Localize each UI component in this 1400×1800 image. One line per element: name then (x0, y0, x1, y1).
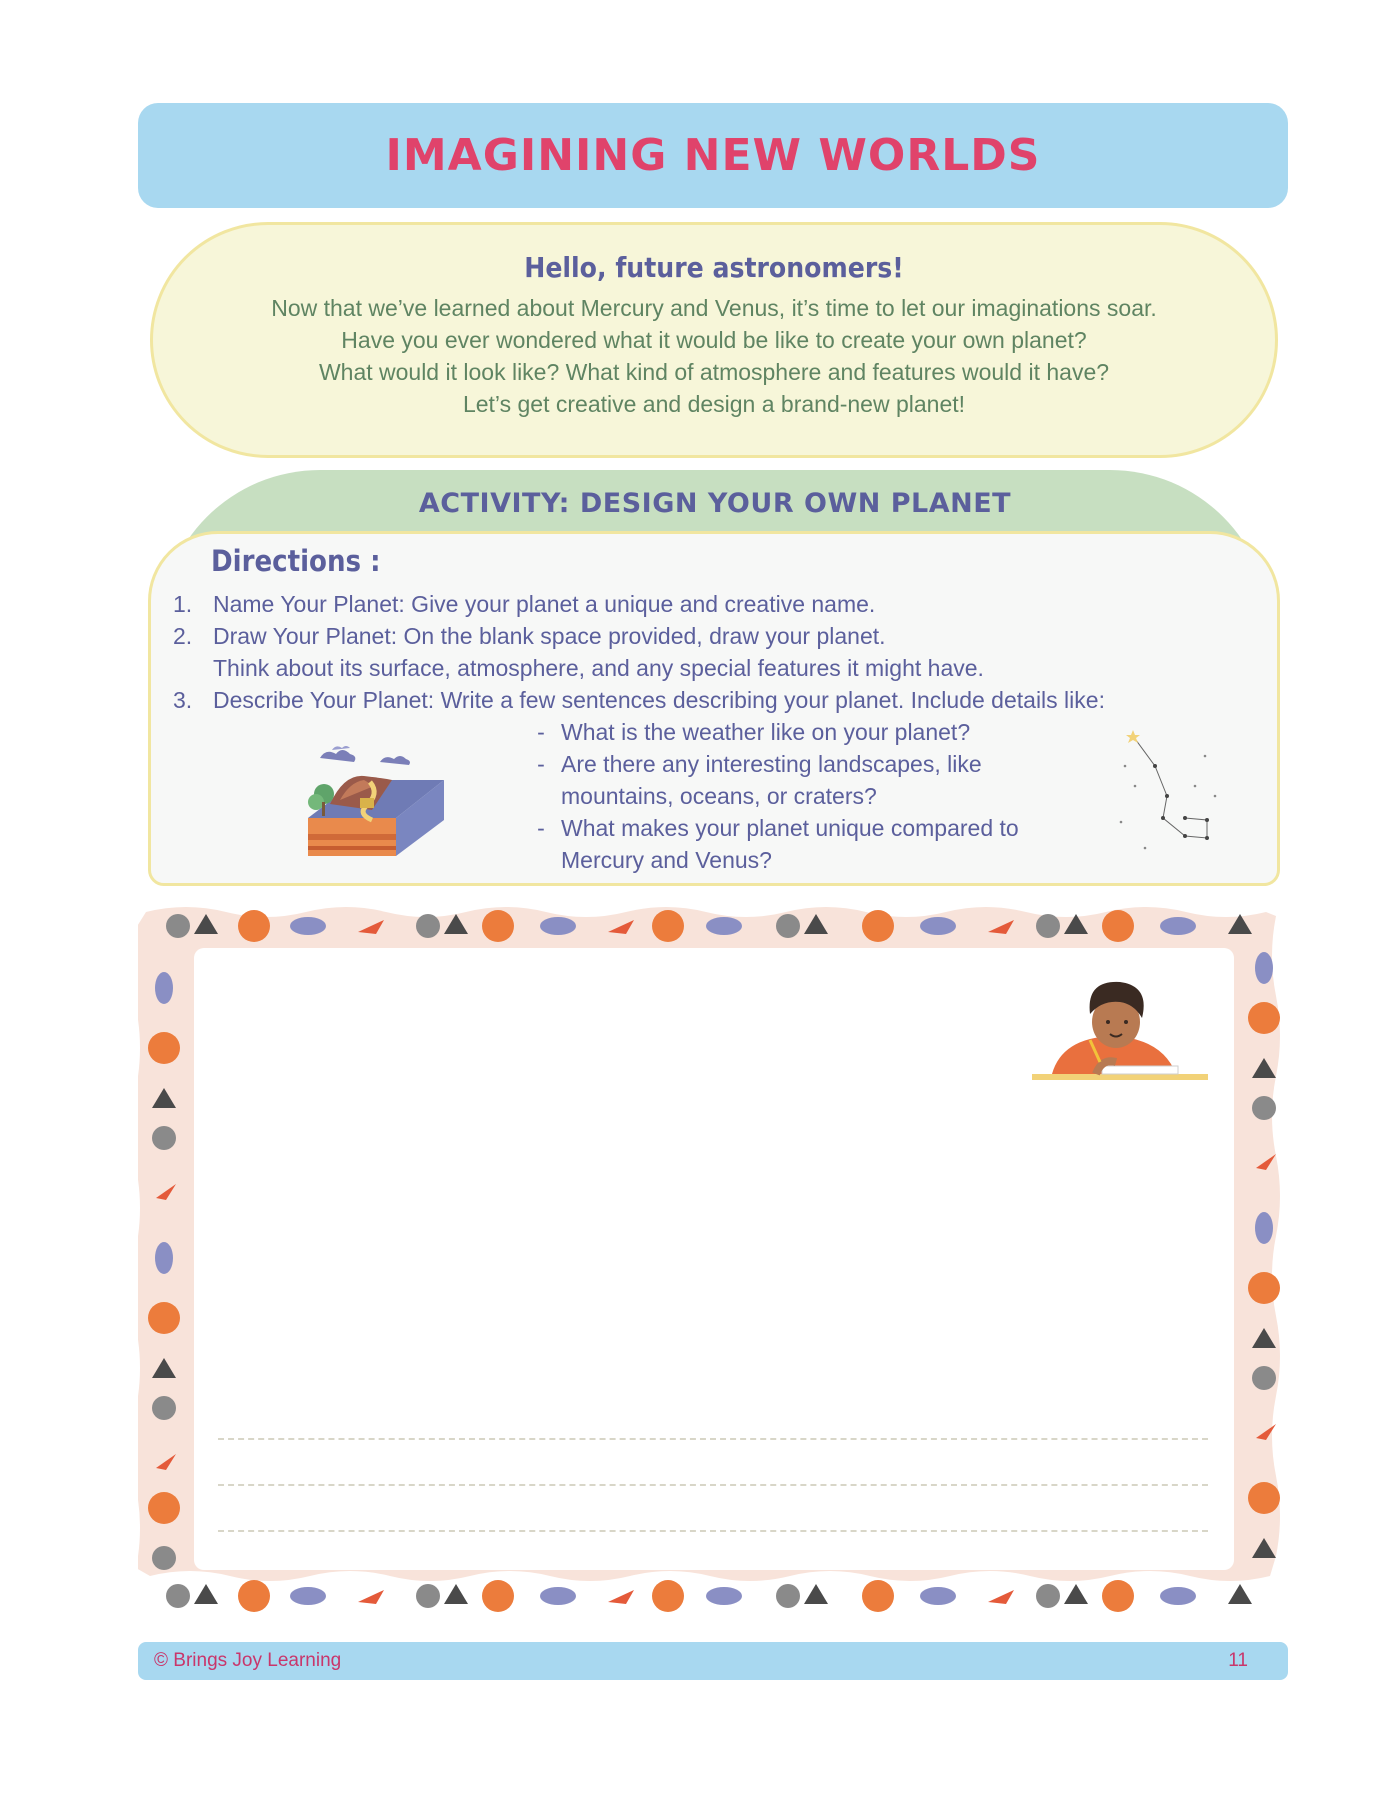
directions-label: Directions : (211, 544, 381, 578)
step-continuation: Think about its surface, atmosphere, and any special features it might have. (213, 655, 984, 681)
page-title: IMAGINING NEW WORLDS (385, 130, 1041, 181)
list-item (173, 620, 1273, 652)
intro-line: What would it look like? What kind of atmosphere and features would it have? (318, 359, 1110, 385)
list-item (173, 588, 1273, 620)
directions-list (173, 588, 1273, 716)
list-item (521, 812, 1081, 876)
constellation-illustration (1115, 726, 1225, 856)
step-text: Name Your Planet: Give your planet a unique and creative name. (213, 591, 876, 617)
sub-list (521, 716, 1081, 876)
space-decor-bottom (166, 1580, 1252, 1612)
copyright-text: © Brings Joy Learning (154, 1650, 342, 1671)
sub-text: What is the weather like on your planet? (561, 719, 971, 745)
step-text: Draw Your Planet: On the blank space provided, draw your planet. (213, 623, 886, 649)
intro-line: Let’s get creative and design a brand-new planet! (462, 391, 966, 417)
sub-text: Are there any interesting landscapes, like mountains, oceans, or craters? (561, 751, 982, 809)
intro-heading: Hello, future astronomers! (524, 251, 904, 284)
list-item (521, 748, 1081, 812)
title-bar (138, 103, 1288, 208)
step-number: 3. (173, 687, 193, 713)
kid-writing-illustration (1030, 970, 1210, 1090)
sub-dash: - (537, 815, 545, 841)
page-number: 11 (1228, 1650, 1248, 1671)
activity-heading: ACTIVITY: DESIGN YOUR OWN PLANET (418, 488, 1012, 519)
landscape-illustration (300, 738, 450, 860)
writing-line[interactable] (218, 1484, 1208, 1486)
step-number: 1. (173, 591, 193, 617)
intro-line: Have you ever wondered what it would be like to create your own planet? (341, 327, 1087, 353)
step-number: 2. (173, 623, 193, 649)
list-item (521, 716, 1081, 748)
sub-dash: - (537, 751, 545, 777)
list-item (173, 684, 1273, 716)
sub-text: What makes your planet unique compared to Mercury and Venus? (561, 815, 1019, 873)
sub-dash: - (537, 719, 545, 745)
writing-line[interactable] (218, 1438, 1208, 1440)
writing-line[interactable] (218, 1530, 1208, 1532)
step-text: Describe Your Planet: Write a few sentences describing your planet. Include details like: (213, 687, 1105, 713)
footer (138, 1642, 1288, 1680)
intro-box (150, 222, 1278, 458)
intro-line: Now that we’ve learned about Mercury and Venus, it’s time to let our imaginations soar. (271, 295, 1157, 321)
